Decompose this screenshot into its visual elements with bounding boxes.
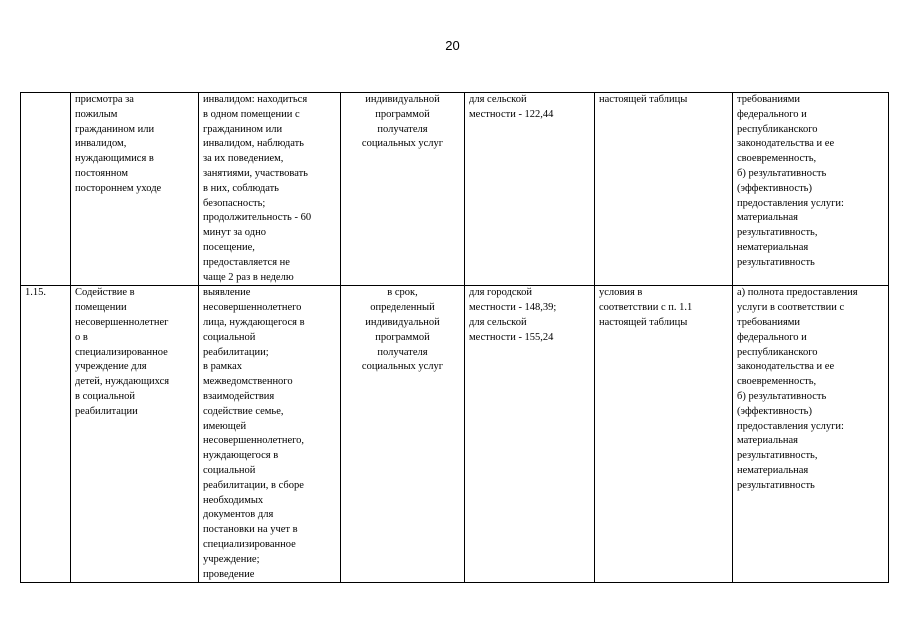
cell-indicators: а) полнота предоставления услуги в соответствии с требованиями федерального и республиканского законодательства и ее своевременность, б) результативность (эффективность) предоставления услуги: материальная результативность, нематериальная результативность <box>733 286 889 583</box>
cell-term: в срок, определенный индивидуальной программой получателя социальных услуг <box>341 286 465 583</box>
cell-description: инвалидом: находиться в одном помещении с гражданином или инвалидом, наблюдать за их поведением, занятиями, участвовать в них, соблюдать безопасность; продолжительность - 60 минут за одно посещение, предоставляется не чаще 2 раз в неделю <box>199 93 341 286</box>
cell-indicators: требованиями федерального и республиканского законодательства и ее своевременность, б) результативность (эффективность) предоставления услуги: материальная результативность, нематериальная результативность <box>733 93 889 286</box>
cell-description: выявление несовершеннолетнего лица, нуждающегося в социальной реабилитации; в рамках межведомственного взаимодействия содействие семье, имеющей несовершеннолетнего, нуждающегося в социальной реабилитации, в сборе необходимых документов для постановки на учет в специализированное учреждение; проведение <box>199 286 341 583</box>
cell-service-name: Содействие в помещении несовершеннолетнег о в специализированное учреждение для детей, нуждающихся в социальной реабилитации <box>71 286 199 583</box>
cell-tariff: для городской местности - 148,39; для сельской местности - 155,24 <box>465 286 595 583</box>
cell-number <box>21 93 71 286</box>
cell-term: индивидуальной программой получателя социальных услуг <box>341 93 465 286</box>
cell-conditions: условия в соответствии с п. 1.1 настоящей таблицы <box>595 286 733 583</box>
cell-number: 1.15. <box>21 286 71 583</box>
cell-conditions: настоящей таблицы <box>595 93 733 286</box>
services-table <box>20 92 889 583</box>
table-row <box>21 286 889 583</box>
table-row <box>21 93 889 286</box>
cell-tariff: для сельской местности - 122,44 <box>465 93 595 286</box>
cell-service-name: присмотра за пожилым гражданином или инвалидом, нуждающимися в постоянном постороннем уходе <box>71 93 199 286</box>
page-number: 20 <box>445 38 460 53</box>
